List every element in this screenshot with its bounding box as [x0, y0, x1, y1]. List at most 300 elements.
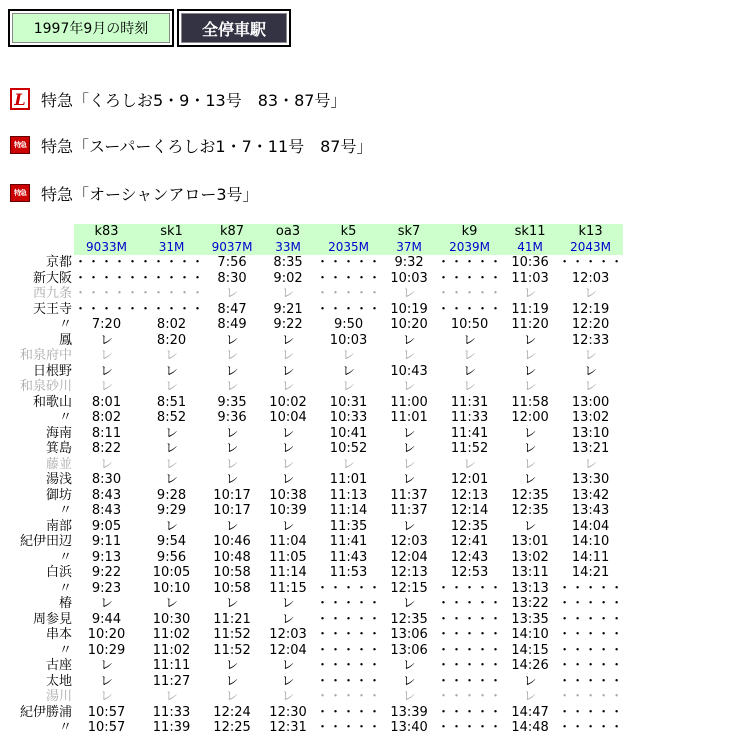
time-cell: ・・・・・ [316, 596, 382, 611]
time-cell: 10:38 [269, 487, 307, 503]
time-cell: 9:21 [273, 301, 303, 317]
time-cell: レ [225, 658, 239, 673]
time-cell: ・・・・・ [74, 270, 140, 286]
all-stations-button[interactable]: 全停車駅 [177, 9, 291, 47]
time-cell: レ [281, 286, 295, 301]
timetable-row [0, 488, 623, 504]
time-cell: 13:02 [511, 549, 549, 565]
time-cell: レ [100, 379, 114, 394]
time-cell: 13:13 [511, 580, 549, 596]
time-cell: レ [523, 332, 537, 348]
timetable-row [0, 503, 623, 519]
time-cell: レ [523, 456, 537, 472]
station-name: 湯浅 [45, 472, 72, 487]
time-cell: 8:30 [91, 472, 122, 487]
time-cell: 8:30 [217, 270, 247, 286]
timetable-date-button[interactable]: 1997年9月の時刻 [8, 9, 174, 47]
time-cell: レ [402, 332, 416, 348]
time-cell: レ [165, 472, 179, 487]
train-code: k5 [316, 224, 381, 240]
time-cell: レ [342, 379, 356, 394]
station-name: 箕島 [45, 441, 72, 456]
time-cell: 11:27 [152, 673, 191, 689]
station-name: 〃 [58, 317, 72, 332]
time-cell: ・・・・・ [139, 301, 205, 317]
time-cell: ・・・・・ [437, 642, 503, 658]
time-cell: 11:19 [511, 301, 549, 317]
time-cell: 12:19 [571, 301, 610, 317]
time-cell: 11:33 [152, 704, 191, 720]
time-cell: 12:14 [450, 503, 489, 518]
time-cell: レ [281, 456, 295, 472]
station-name: 串本 [45, 627, 72, 642]
time-cell: 13:11 [511, 565, 549, 580]
time-cell: 12:33 [571, 332, 610, 348]
train-code: k83 [74, 224, 139, 240]
time-cell: 8:52 [156, 410, 187, 425]
time-cell: ・・・・・ [74, 255, 140, 270]
time-cell: ・・・・・ [437, 627, 503, 642]
time-cell: レ [584, 363, 598, 379]
time-cell: ・・・・・ [437, 673, 503, 689]
time-cell: 9:56 [156, 549, 187, 565]
timetable-row [0, 612, 623, 628]
timetable-row [0, 395, 623, 411]
time-cell: 11:11 [152, 658, 191, 673]
train-number: 9037M [204, 240, 260, 256]
time-cell: ・・・・・ [316, 611, 382, 627]
time-cell: レ [523, 441, 537, 456]
time-cell: レ [342, 363, 356, 379]
time-cell: レ [225, 348, 239, 363]
time-cell: 12:13 [450, 487, 489, 503]
station-name: 天王寺 [32, 301, 72, 317]
time-cell: レ [281, 425, 295, 441]
time-cell: 9:29 [156, 503, 187, 518]
timetable-row [0, 317, 623, 333]
time-cell: 10:52 [329, 441, 368, 456]
time-cell: 10:31 [329, 394, 368, 410]
time-cell: ・・・・・ [316, 673, 382, 689]
time-cell: 12:25 [213, 720, 251, 735]
time-cell: レ [165, 363, 179, 379]
timetable-row [0, 705, 623, 721]
time-cell: レ [225, 363, 239, 379]
time-cell: 9:11 [91, 534, 122, 549]
time-cell: 14:26 [511, 658, 549, 673]
time-cell: 8:49 [217, 317, 247, 332]
time-cell: 11:39 [152, 720, 191, 735]
station-name: 西九条 [32, 286, 72, 301]
time-cell: 12:30 [269, 704, 307, 720]
time-cell: 13:06 [390, 627, 428, 642]
station-name: 和歌山 [32, 394, 72, 410]
station-name: 南部 [45, 518, 72, 534]
timetable-row [0, 333, 623, 349]
time-cell: ・・・・・ [316, 704, 382, 720]
time-cell: レ [523, 286, 537, 301]
time-cell: 10:02 [269, 394, 307, 410]
time-cell: 12:03 [390, 534, 428, 549]
time-cell: ・・・・・ [558, 596, 624, 611]
time-cell: ・・・・・ [316, 301, 382, 317]
time-cell: 13:21 [571, 441, 610, 456]
time-cell: 11:58 [511, 394, 549, 410]
timetable-row [0, 720, 623, 736]
station-name: 海南 [45, 425, 72, 441]
header-spacer [0, 224, 74, 240]
time-cell: レ [165, 689, 179, 704]
time-cell: レ [281, 441, 295, 456]
timetable-row [0, 271, 623, 287]
time-cell: 12:04 [269, 642, 307, 658]
time-cell: 8:43 [91, 503, 122, 518]
station-name: 新大阪 [32, 270, 72, 286]
time-cell: 9:54 [156, 534, 187, 549]
time-cell: レ [281, 658, 295, 673]
timetable-row [0, 596, 623, 612]
station-name: 日根野 [32, 363, 72, 379]
time-cell: レ [225, 596, 239, 611]
time-cell: 9:23 [91, 580, 122, 596]
time-cell: レ [463, 456, 477, 472]
time-cell: レ [402, 425, 416, 441]
train-code: k9 [437, 224, 502, 240]
time-cell: ・・・・・ [437, 704, 503, 720]
time-cell: レ [225, 425, 239, 441]
time-cell: 14:47 [511, 704, 549, 720]
time-cell: ・・・・・ [437, 611, 503, 627]
time-cell: レ [100, 596, 114, 611]
train-number: 31M [139, 240, 204, 256]
time-cell: 11:52 [213, 642, 251, 658]
time-cell: ・・・・・ [316, 642, 382, 658]
time-cell: 12:24 [213, 704, 251, 720]
time-cell: 9:02 [273, 270, 303, 286]
time-cell: ・・・・・ [558, 580, 624, 596]
train-code: sk11 [502, 224, 558, 240]
time-cell: 8:35 [273, 255, 303, 270]
time-cell: 11:01 [329, 472, 368, 487]
time-cell: レ [225, 286, 239, 301]
time-cell: レ [100, 673, 114, 689]
time-cell: レ [281, 332, 295, 348]
train-number: 2035M [316, 240, 381, 256]
time-cell: レ [584, 379, 598, 394]
time-cell: 10:33 [329, 410, 368, 425]
time-cell: 10:58 [213, 580, 251, 596]
station-name: 京都 [45, 255, 72, 270]
time-cell: 8:43 [91, 487, 122, 503]
time-cell: レ [281, 379, 295, 394]
time-cell: レ [402, 689, 416, 704]
time-cell: 10:39 [269, 503, 307, 518]
time-cell: ・・・・・ [437, 720, 503, 735]
time-cell: レ [402, 286, 416, 301]
time-cell: レ [584, 456, 598, 472]
time-cell: 11:05 [269, 549, 307, 565]
train-number: 37M [381, 240, 437, 256]
train-code: oa3 [260, 224, 316, 240]
time-cell: 11:01 [390, 410, 428, 425]
time-cell: 10:03 [390, 270, 428, 286]
time-cell: レ [100, 348, 114, 363]
timetable-row [0, 379, 623, 395]
time-cell: 11:35 [329, 518, 368, 534]
time-cell: 12:35 [511, 487, 549, 503]
time-cell: レ [402, 518, 416, 534]
time-cell: レ [523, 518, 537, 534]
time-cell: 11:00 [390, 394, 428, 410]
time-cell: ・・・・・ [139, 270, 205, 286]
time-cell: レ [281, 673, 295, 689]
time-cell: 13:02 [571, 410, 610, 425]
timetable-row [0, 627, 623, 643]
time-cell: ・・・・・ [437, 255, 503, 270]
station-name: 〃 [58, 580, 72, 596]
time-cell: レ [402, 456, 416, 472]
time-cell: ・・・・・ [437, 689, 503, 704]
time-cell: 11:41 [450, 425, 489, 441]
time-cell: レ [402, 658, 416, 673]
time-cell: ・・・・・ [437, 270, 503, 286]
time-cell: 12:15 [390, 580, 428, 596]
time-cell: 12:31 [269, 720, 307, 735]
time-cell: レ [523, 363, 537, 379]
time-cell: 12:35 [511, 503, 549, 518]
time-cell: 11:52 [450, 441, 489, 456]
time-cell: ・・・・・ [558, 611, 624, 627]
limited-express-icon: 特急 [10, 136, 30, 154]
time-cell: レ [225, 689, 239, 704]
timetable-row [0, 457, 623, 473]
time-cell: 14:11 [571, 549, 610, 565]
timetable-row [0, 426, 623, 442]
time-cell: 12:01 [450, 472, 489, 487]
time-cell: 11:20 [511, 317, 549, 332]
time-cell: 10:20 [390, 317, 428, 332]
time-cell: 8:11 [91, 425, 122, 441]
time-cell: レ [225, 456, 239, 472]
time-cell: レ [463, 363, 477, 379]
time-cell: レ [225, 332, 239, 348]
station-name: 和泉府中 [19, 348, 72, 363]
time-cell: 12:13 [390, 565, 428, 580]
time-cell: 12:41 [450, 534, 489, 549]
time-cell: レ [463, 332, 477, 348]
timetable-row [0, 255, 623, 271]
station-name: 〃 [58, 642, 72, 658]
timetable-row [0, 689, 623, 705]
timetable-row [0, 581, 623, 597]
time-cell: 10:46 [213, 534, 251, 549]
time-cell: 13:39 [390, 704, 428, 720]
time-cell: 13:43 [571, 503, 610, 518]
time-cell: レ [100, 363, 114, 379]
time-cell: レ [165, 596, 179, 611]
time-cell: 9:50 [333, 317, 364, 332]
time-cell: 12:04 [390, 549, 428, 565]
time-cell: 13:06 [390, 642, 428, 658]
time-cell: 12:53 [450, 565, 489, 580]
time-cell: ・・・・・ [139, 286, 205, 301]
station-name: 〃 [58, 503, 72, 518]
station-name: 〃 [58, 410, 72, 425]
time-cell: 9:35 [217, 394, 247, 410]
timetable-row [0, 658, 623, 674]
time-cell: 13:42 [571, 487, 610, 503]
time-cell: 13:30 [571, 472, 610, 487]
station-name: 椿 [58, 596, 72, 611]
time-cell: ・・・・・ [316, 580, 382, 596]
time-cell: ・・・・・ [437, 286, 503, 301]
time-cell: 11:43 [329, 549, 368, 565]
station-name: 太地 [45, 673, 72, 689]
timetable-row [0, 364, 623, 380]
train-code: k87 [204, 224, 260, 240]
time-cell: 9:36 [217, 410, 247, 425]
time-cell: レ [342, 456, 356, 472]
time-cell: 11:03 [511, 270, 549, 286]
station-name: 鳳 [58, 332, 72, 348]
time-cell: 11:13 [329, 487, 368, 503]
time-cell: 14:21 [571, 565, 610, 580]
time-cell: 10:20 [87, 627, 126, 642]
train-ocean-arrow-link[interactable] [10, 181, 259, 205]
station-name: 和泉砂川 [19, 379, 72, 394]
timetable-row [0, 643, 623, 659]
time-cell: レ [402, 441, 416, 456]
time-cell: 10:05 [152, 565, 191, 580]
train-number: 2043M [558, 240, 623, 256]
time-cell: 10:36 [511, 255, 549, 270]
time-cell: ・・・・・ [74, 286, 140, 301]
time-cell: 8:22 [91, 441, 122, 456]
time-cell: レ [225, 518, 239, 534]
time-cell: 8:02 [156, 317, 187, 332]
time-cell: 14:48 [511, 720, 549, 735]
time-cell: 12:43 [450, 549, 489, 565]
time-cell: 10:19 [390, 301, 428, 317]
time-cell: 13:00 [571, 394, 610, 410]
time-cell: レ [225, 673, 239, 689]
time-cell: レ [342, 348, 356, 363]
time-cell: レ [225, 379, 239, 394]
time-cell: レ [402, 596, 416, 611]
time-cell: ・・・・・ [558, 689, 624, 704]
timetable-row [0, 674, 623, 690]
time-cell: レ [165, 425, 179, 441]
time-cell: ・・・・・ [316, 270, 382, 286]
time-cell: 11:02 [152, 642, 191, 658]
station-name: 〃 [58, 720, 72, 735]
train-super-kuroshio-link[interactable] [10, 133, 372, 157]
time-cell: レ [165, 456, 179, 472]
train-number: 9033M [74, 240, 139, 256]
time-cell: ・・・・・ [316, 689, 382, 704]
station-name: 湯川 [45, 689, 72, 704]
time-cell: 11:14 [269, 565, 307, 580]
time-cell: ・・・・・ [437, 596, 503, 611]
timetable-row [0, 410, 623, 426]
time-cell: 11:31 [450, 394, 489, 410]
train-kuroshio-link[interactable] [10, 87, 346, 111]
time-cell: 11:33 [450, 410, 489, 425]
time-cell: 11:41 [329, 534, 368, 549]
time-cell: レ [281, 363, 295, 379]
time-cell: 14:15 [511, 642, 549, 658]
time-cell: レ [100, 456, 114, 472]
time-cell: 11:37 [390, 503, 428, 518]
timetable-row [0, 565, 623, 581]
station-name: 藤並 [45, 456, 72, 472]
time-cell: 9:13 [91, 549, 122, 565]
time-cell: 10:17 [213, 487, 251, 503]
station-name: 紀伊勝浦 [19, 704, 72, 720]
time-cell: 10:58 [213, 565, 251, 580]
station-name: 〃 [58, 549, 72, 565]
time-cell: 10:30 [152, 611, 191, 627]
time-cell: 8:47 [217, 301, 247, 317]
station-name: 紀伊田辺 [19, 534, 72, 549]
time-cell: 13:01 [511, 534, 549, 549]
time-cell: レ [225, 472, 239, 487]
train-name: 特急「オーシャンアロー3号」 [41, 184, 259, 204]
train-number: 2039M [437, 240, 502, 256]
time-cell: レ [165, 379, 179, 394]
top-navigation [8, 9, 291, 47]
time-cell: ・・・・・ [316, 720, 382, 735]
timetable [0, 224, 623, 736]
time-cell: レ [402, 348, 416, 363]
timetable-row [0, 519, 623, 535]
train-number-row [0, 240, 623, 256]
time-cell: ・・・・・ [316, 286, 382, 301]
time-cell: レ [281, 518, 295, 534]
time-cell: 14:04 [571, 518, 610, 534]
time-cell: ・・・・・ [558, 255, 624, 270]
time-cell: 8:20 [156, 332, 187, 348]
time-cell: 10:03 [329, 332, 368, 348]
time-cell: ・・・・・ [74, 301, 140, 317]
train-number: 41M [502, 240, 558, 256]
train-name: 特急「くろしお5・9・13号 83・87号」 [41, 90, 347, 110]
time-cell: 11:53 [329, 565, 368, 580]
time-cell: レ [402, 673, 416, 689]
time-cell: 11:02 [152, 627, 191, 642]
train-name: 特急「スーパーくろしお1・7・11号 87号」 [41, 136, 373, 156]
time-cell: レ [281, 348, 295, 363]
time-cell: 12:20 [571, 317, 610, 332]
time-cell: 7:56 [217, 255, 247, 270]
time-cell: 10:41 [329, 425, 368, 441]
time-cell: 9:32 [394, 255, 424, 270]
time-cell: 13:35 [511, 611, 549, 627]
time-cell: レ [523, 472, 537, 487]
time-cell: レ [165, 518, 179, 534]
time-cell: ・・・・・ [558, 720, 624, 735]
station-name: 周参見 [32, 611, 72, 627]
time-cell: 14:10 [511, 627, 549, 642]
station-name: 古座 [45, 658, 72, 673]
time-cell: 10:57 [87, 704, 126, 720]
time-cell: レ [523, 673, 537, 689]
time-cell: 10:57 [87, 720, 126, 735]
limited-express-icon: 特急 [10, 184, 30, 202]
timetable-row [0, 534, 623, 550]
time-cell: 10:17 [213, 503, 251, 518]
time-cell: 12:03 [269, 627, 307, 642]
